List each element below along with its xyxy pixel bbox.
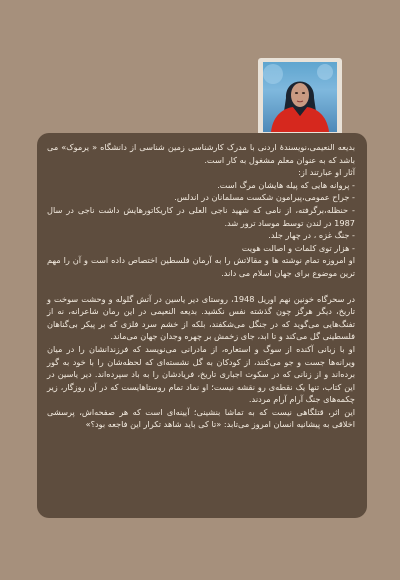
review-paragraph-2: او با زبانی آکنده از سوگ و استعاره، از مادرانی می‌نویسد که فرزندانشان را در میان ویرانه‌ها جست و جو می‌کنند، از کودکان به گل نشسته‌ای که لحظه‌شان را با خود به گور برده‌اند و از زنانی که در سکوت اجباری تاریخ، فریادشان را به باد سپرده‌اند. دیر یاسین در این کتاب، تنها یک نقطه‌ی رو نقشه نیست؛ او نماد تمام روستاهایست که در آن روزگار، زیر چکمه‌های جنگ آرام آرام مردند. xyxy=(47,343,355,405)
works-heading: آثار او عبارتند از: xyxy=(298,167,355,178)
author-photo xyxy=(263,62,337,132)
works-item: - پروانه هایی که پیله هایشان مرگ است. xyxy=(217,179,355,190)
works-item: - حنظله،برگرفته، از نامی که شهید ناجی العلی در کاریکاتورهایش داشت ناجی در سال 1987 در لندن توسط موساد ترور شد. xyxy=(47,204,355,228)
author-bio-box xyxy=(37,133,367,518)
author-portrait-image xyxy=(263,62,337,132)
paragraph-spacer xyxy=(47,280,355,293)
review-paragraph-1: در سحرگاه خونین نهم اوریل 1948، روستای دیر یاسین در آتش گلوله و وحشت سوخت و تاریخ، دیگر هرگز چون گذشته نفس نکشید. بدیعه النعیمی در این رمان شاعرانه، نه از تفنگ‌هایی می‌گوید که در جنگل می‌شکفند، بلکه از خشم سرد فلزی که بر پیکر بی‌گناهان فلسطینی گل می‌کند و تا ابد، جای زخمش بر چهره وجدان جهان می‌ماند. xyxy=(47,293,355,342)
works-item: - جنگ غزه ، در چهار جلد. xyxy=(268,230,355,241)
bio-intro: بدیعه النعیمی،نویسندۀ اردنی با مدرک کارشناسی زمین شناسی از دانشگاه « یرموک» می باشد که به عنوان معلم مشغول به کار است. xyxy=(47,142,355,165)
author-photo-frame xyxy=(258,58,342,136)
review-paragraph-3: این اثر، قتلگاهی نیست که به تماشا بنشینی؛ آیینه‌ای است که هر صفحه‌اش، پرسشی اخلاقی به پیشانیه انسان امروز می‌تابد: «تا کی باید شاهد تکرار این فاجعه بود؟» xyxy=(47,406,355,430)
bio-closing: او امروزه تمام نوشته ها و مقالاتش را به آرمان فلسطین اختصاص داده است و آن را مهم ترین موضوع برای جهان اسلام می داند. xyxy=(47,255,355,278)
works-item: - جراح عمومی،پیرامون شکست مسلمانان در اندلس. xyxy=(174,192,355,203)
works-item: - هزار توی کلمات و اصالت هویت xyxy=(241,242,355,253)
